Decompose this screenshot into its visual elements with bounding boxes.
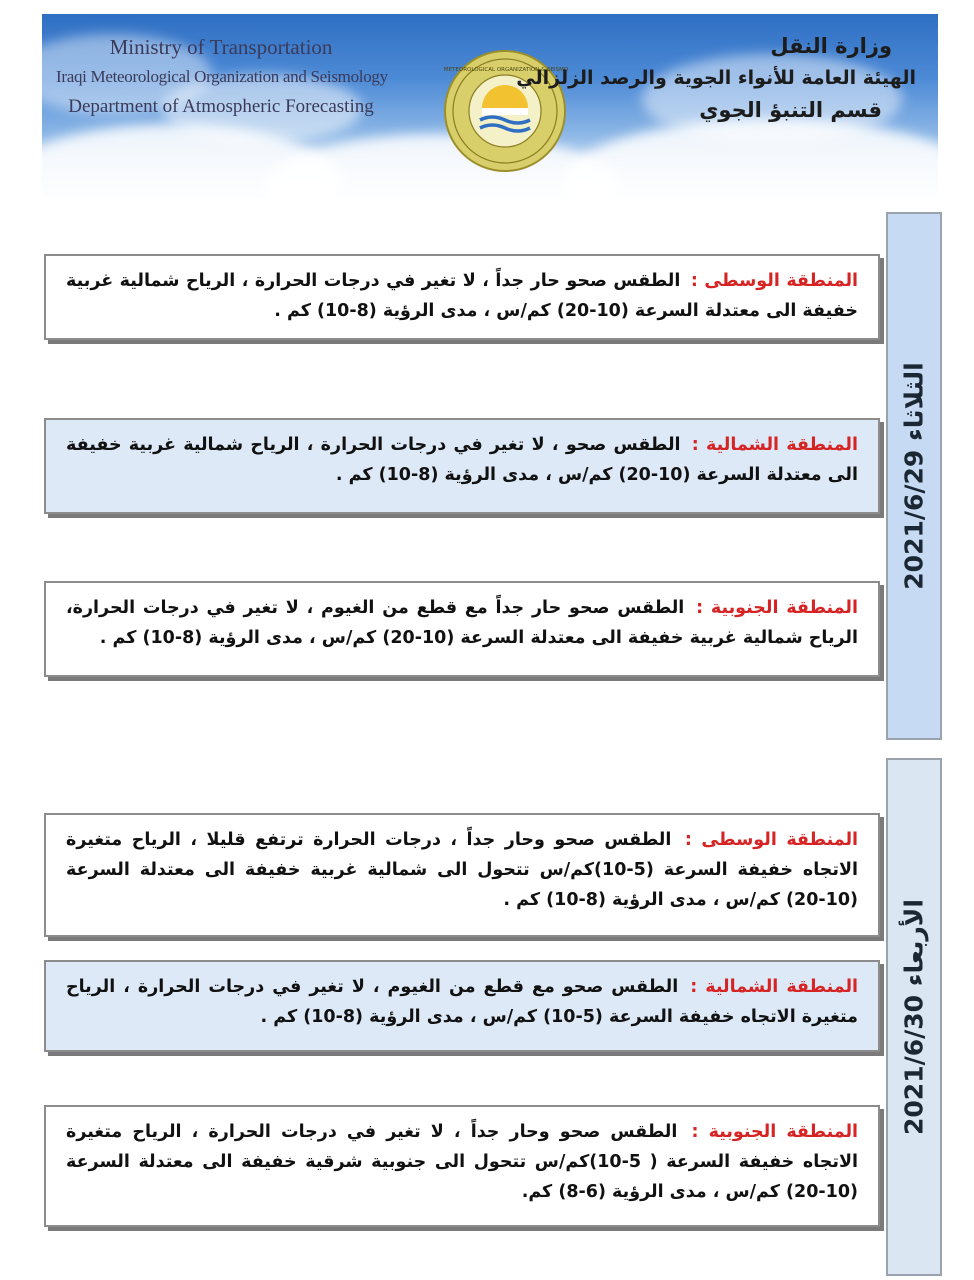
ministry-name-en: Ministry of Transportation [109,35,333,59]
date-bar-day2 [886,758,942,1276]
forecast-text: الطقس صحو وحار جداً ، درجات الحرارة ترتفع قليلا ، الرياح متغيرة الاتجاه خفيفة السرعة (5-10)كم/س تتحول الى شمالية غربية خفيفة الى معتدلة السرعة (10-20) كم/س ، مدى الرؤية (8-10) كم . [66,830,858,910]
region-label: المنطقة الشمالية [705,977,859,997]
forecast-text: الطقس صحو حار جداً ، لا تغير في درجات الحرارة ، الرياح شمالية غربية خفيفة الى معتدلة السرعة (10-20) كم/س ، مدى الرؤية (8-10) كم . [66,271,858,321]
forecast-text: الطقس صحو مع قطع من الغيوم ، لا تغير في درجات الحرارة ، الرياح متغيرة الاتجاه خفيفة السرعة (5-10) كم/س ، مدى الرؤية (8-10) كم . [66,977,858,1027]
department-name-ar: قسم التنبؤ الجوي [699,98,882,122]
region-label: المنطقة الجنوبية [710,598,858,618]
english-header [56,32,386,122]
forecast-day2-north: المنطقة الشمالية : الطقس صحو مع قطع من الغيوم ، لا تغير في درجات الحرارة ، الرياح متغيرة الاتجاه خفيفة السرعة (5-10) كم/س ، مدى الرؤية (8-10) كم . [44,960,880,1052]
forecast-day2-south: المنطقة الجنوبية : الطقس صحو وحار جداً ، لا تغير في درجات الحرارة ، الرياح متغيرة الاتجاه خفيفة السرعة ( 5-10)كم/س تتحول الى جنوبية شرقية خفيفة الى معتدلة السرعة (10-20) كم/س ، مدى الرؤية (6-8) كم. [44,1105,880,1227]
forecast-day1-north: المنطقة الشمالية : الطقس صحو ، لا تغير في درجات الحرارة ، الرياح شمالية غربية خفيفة الى معتدلة السرعة (10-20) كم/س ، مدى الرؤية (8-10) كم . [44,418,880,514]
organization-name-ar: الهيئة العامة للأنواء الجوية والرصد الزلزالي [516,67,916,89]
region-label: المنطقة الشمالية [706,435,859,455]
region-label: المنطقة الوسطى [704,271,859,291]
forecast-text: الطقس صحو ، لا تغير في درجات الحرارة ، الرياح شمالية غربية خفيفة الى معتدلة السرعة (10-20) كم/س ، مدى الرؤية (8-10) كم . [66,435,858,485]
header-banner [42,14,938,198]
forecast-text: الطقس صحو وحار جداً ، لا تغير في درجات الحرارة ، الرياح متغيرة الاتجاه خفيفة السرعة ( 5-10)كم/س تتحول الى جنوبية شرقية خفيفة الى معتدلة السرعة (10-20) كم/س ، مدى الرؤية (6-8) كم. [66,1122,858,1202]
organization-name-en: Iraqi Meteorological Organization and Seismology [56,67,388,86]
forecast-day1-central: المنطقة الوسطى : الطقس صحو حار جداً ، لا تغير في درجات الحرارة ، الرياح شمالية غربية خفيفة الى معتدلة السرعة (10-20) كم/س ، مدى الرؤية (8-10) كم . [44,254,880,340]
date-bar-day1 [886,212,942,740]
region-label: المنطقة الجنوبية [708,1122,859,1142]
region-label: المنطقة الوسطى [701,830,859,850]
date-label-day2: الأربعاء 2021/6/30 [899,899,929,1135]
forecast-text: الطقس صحو حار جداً مع قطع من الغيوم ، لا تغير في درجات الحرارة، الرياح شمالية غربية خفيفة الى معتدلة السرعة (10-20) كم/س ، مدى الرؤية (8-10) كم . [66,598,858,648]
date-label-day1: الثلاثاء 2021/6/29 [899,362,929,590]
department-name-en: Department of Atmospheric Forecasting [68,96,374,117]
forecast-day1-south: المنطقة الجنوبية : الطقس صحو حار جداً مع قطع من الغيوم ، لا تغير في درجات الحرارة، الرياح شمالية غربية خفيفة الى معتدلة السرعة (10-20) كم/س ، مدى الرؤية (8-10) كم . [44,581,880,677]
ministry-name-ar: وزارة النقل [770,34,892,58]
arabic-header [516,30,916,126]
seal-text: METEOROLOGICAL ORGANIZATION & SEISMO [443,67,568,73]
forecast-day2-central: المنطقة الوسطى : الطقس صحو وحار جداً ، درجات الحرارة ترتفع قليلا ، الرياح متغيرة الاتجاه خفيفة السرعة (5-10)كم/س تتحول الى شمالية غربية خفيفة الى معتدلة السرعة (10-20) كم/س ، مدى الرؤية (8-10) كم . [44,813,880,937]
